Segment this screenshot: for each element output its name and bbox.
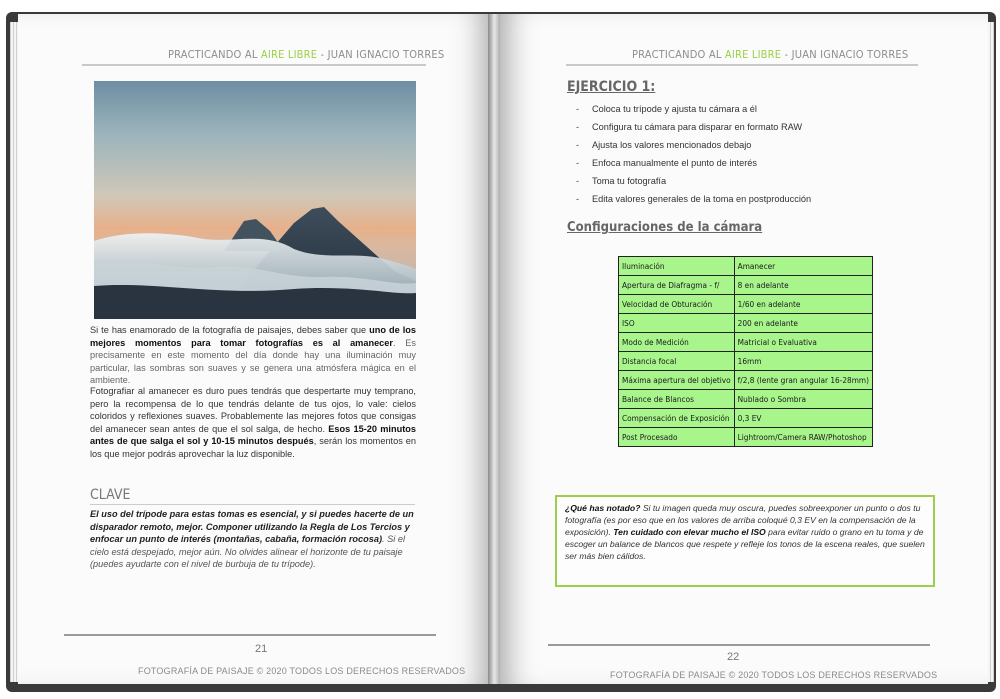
config-key: Balance de Blancos — [619, 390, 735, 409]
config-key: Velocidad de Obturación — [619, 295, 735, 314]
header-rule — [82, 64, 426, 66]
config-key: Distancia focal — [619, 352, 735, 371]
list-item: - Ajusta los valores mencionados debajo — [576, 140, 752, 150]
config-value: 200 en adelante — [734, 314, 872, 333]
sunrise-text-c: , serán los momentos en los que mejor podrás aprovechar la luz disponible. — [90, 436, 416, 459]
right-footer-rule — [548, 644, 930, 646]
right-header — [632, 48, 908, 61]
table-row — [619, 352, 873, 371]
left-footer-text: FOTOGRAFÍA DE PAISAJE © 2020 TODOS LOS DERECHOS RESERVADOS — [138, 666, 466, 676]
exercise-steps — [576, 100, 811, 208]
header-prefix: PRACTICANDO AL — [632, 48, 725, 61]
intro-text-bold: uno de los mejores momentos para tomar fotografías es al amanecer — [90, 325, 416, 348]
step-text: Edita valores generales de la toma en postproducción — [592, 194, 812, 204]
header-suffix: - JUAN IGNACIO TORRES — [781, 48, 909, 61]
step-text: Ajusta los valores mencionados debajo — [592, 140, 752, 150]
table-row — [619, 257, 873, 276]
header-highlight: AIRE LIBRE — [724, 48, 782, 61]
note-text-c: para evitar ruido o grano en tu toma y de escoger un balance de blancos que respete y refleje los tonos de la escena reales, que suelen ser más bien cálidos. — [565, 527, 925, 561]
config-value: 1/60 en adelante — [734, 295, 872, 314]
header-suffix: - JUAN IGNACIO TORRES — [317, 48, 445, 61]
config-key: Modo de Medición — [619, 333, 735, 352]
config-value: Nublado o Sombra — [734, 390, 872, 409]
list-item: - Coloca tu trípode y ajusta tu cámara a él — [576, 104, 757, 114]
sunrise-text-bold: Esos 15-20 minutos antes de que salga el sol y 10-15 minutos después — [90, 423, 416, 446]
config-key: Post Procesado — [619, 428, 735, 447]
header-highlight: AIRE LIBRE — [260, 48, 318, 61]
right-page — [500, 14, 988, 684]
config-title: Configuraciones de la cámara — [567, 220, 763, 235]
step-text: Configura tu cámara para disparar en formato RAW — [592, 122, 803, 132]
list-item: - Configura tu cámara para disparar en formato RAW — [576, 122, 803, 132]
camera-config-table — [618, 256, 873, 447]
table-row — [619, 409, 873, 428]
clave-text-a: El uso del trípode para estas tomas es esencial, y si puedes hacerte de un disparador remoto, mejor. Componer utilizando la Regla de Los Tercios y enfocar un punto de interés (montañas, cabaña, formación rocosa) — [90, 509, 414, 544]
intro-paragraph — [90, 324, 416, 387]
config-value: 16mm — [734, 352, 872, 371]
header-prefix: PRACTICANDO AL — [168, 48, 261, 61]
sunrise-mountain-photo — [94, 81, 416, 319]
table-row — [619, 295, 873, 314]
list-item: - Enfoca manualmente el punto de interés — [576, 158, 757, 168]
config-value: Lightroom/Camera RAW/Photoshop — [734, 428, 872, 447]
config-key: ISO — [619, 314, 735, 333]
table-row — [619, 276, 873, 295]
note-text-bold: Ten cuidado con elevar mucho el ISO — [613, 527, 766, 537]
clave-rule — [90, 504, 415, 505]
left-footer-rule — [64, 634, 436, 636]
config-key: Máxima apertura del objetivo — [619, 371, 735, 390]
table-row — [619, 371, 873, 390]
table-row — [619, 333, 873, 352]
right-footer-text: FOTOGRAFÍA DE PAISAJE © 2020 TODOS LOS DERECHOS RESERVADOS — [610, 670, 938, 680]
config-key: Apertura de Diafragma - f/ — [619, 276, 735, 295]
list-item: - Edita valores generales de la toma en postproducción — [576, 194, 812, 204]
table-row — [619, 428, 873, 447]
intro-text-a: Si te has enamorado de la fotografía de paisajes, debes saber que — [90, 325, 370, 335]
step-text: Toma tu fotografía — [592, 176, 667, 186]
sunrise-paragraph — [90, 385, 416, 460]
left-header — [168, 48, 444, 61]
sunrise-text-a: Fotografiar al amanecer es duro pues tendrás que despertarte muy temprano, pero la recompensa de lo que tendrás delante de tus ojos, lo vale: cielos coloridos y reflexiones suaves. Probablemente las mejores fotos que consigas del amanecer sean antes de que el sol salga, de hecho. — [90, 386, 416, 434]
note-text-a: Si tu imagen queda muy oscura, puedes sobreexponer un punto o dos tu fotografía (es por eso que en los valores de arriba coloqué 0,3 EV en la compensación de la exposición). — [565, 503, 921, 537]
config-key: Compensación de Exposición — [619, 409, 735, 428]
step-text: Coloca tu trípode y ajusta tu cámara a él — [592, 104, 757, 114]
config-key: Iluminación — [619, 257, 735, 276]
clave-text — [90, 508, 420, 571]
left-page-number: 21 — [255, 643, 268, 655]
table-row — [619, 390, 873, 409]
config-value: 8 en adelante — [734, 276, 872, 295]
right-page-number: 22 — [727, 651, 740, 663]
config-value: Matricial o Evaluativa — [734, 333, 872, 352]
table-row — [619, 314, 873, 333]
clave-heading: CLAVE — [90, 487, 131, 503]
config-value: Amanecer — [734, 257, 872, 276]
header-rule — [566, 64, 918, 66]
clave-text-b: . Si el cielo está despejado, mejor aún. No olvides alinear el horizonte de tu paisaje (puedes ayudarte con el nivel de burbuja de tu trípode). — [90, 534, 405, 569]
intro-text-c: . Es precisamente en este momento del día donde hay una iluminación muy particular, las sombras son suaves y se genera una atmósfera mágica en el ambiente. — [90, 337, 416, 385]
note-question: ¿Qué has notado? — [565, 503, 641, 513]
config-value: f/2,8 (lente gran angular 16-28mm) — [734, 371, 872, 390]
config-value: 0,3 EV — [734, 409, 872, 428]
list-item: - Toma tu fotografía — [576, 176, 667, 186]
left-page — [18, 14, 490, 684]
exercise-title: EJERCICIO 1: — [567, 79, 656, 95]
tip-note-box — [555, 495, 935, 587]
step-text: Enfoca manualmente el punto de interés — [592, 158, 757, 168]
